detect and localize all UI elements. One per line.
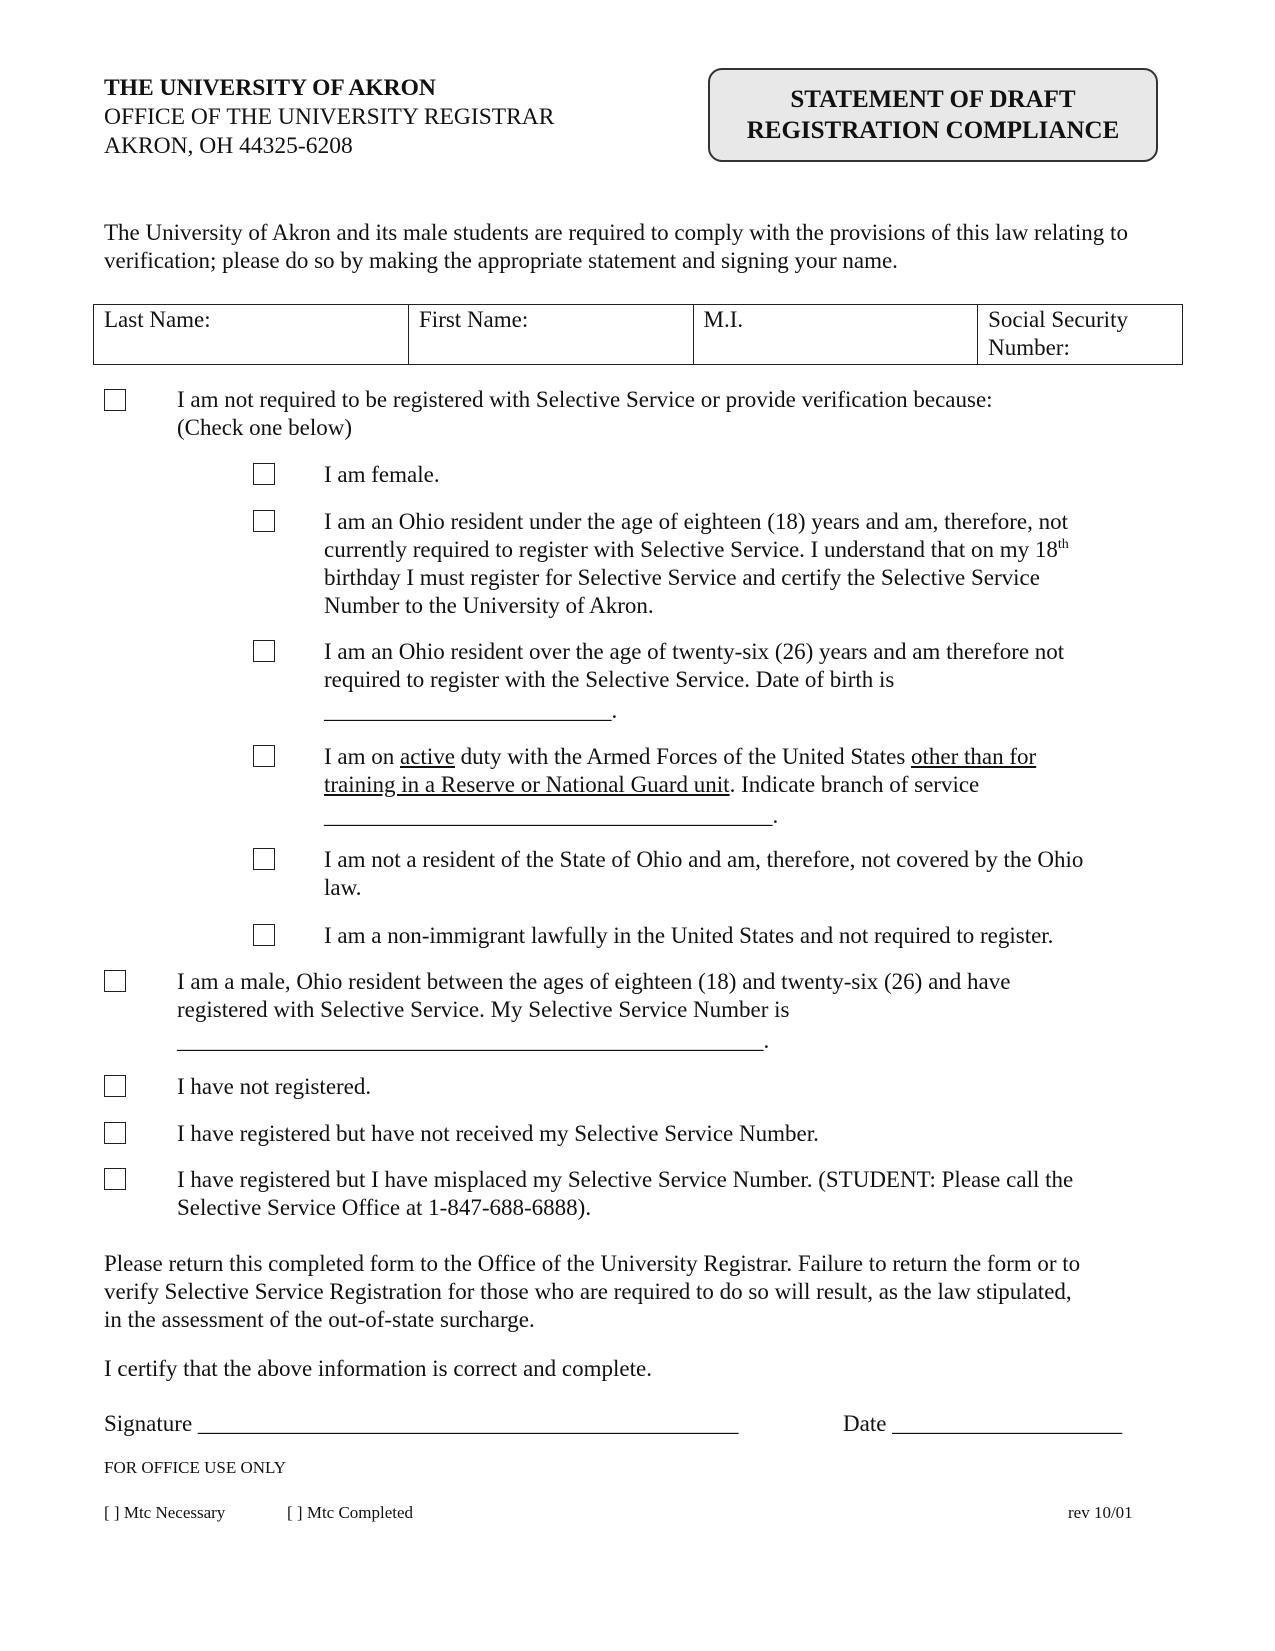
office-use-heading: FOR OFFICE USE ONLY: [104, 1458, 287, 1477]
active-duty-line1: [324, 743, 1036, 771]
ssn-label: Social Security Number:: [988, 307, 1128, 360]
under-18-line1: I am an Ohio resident under the age of eighteen (18) years and am, therefore, not: [324, 509, 1069, 534]
under-18-line2: [324, 536, 1069, 564]
not-required-statement: [177, 386, 993, 442]
non-resident-line1: I am not a resident of the State of Ohio and am, therefore, not covered by the Ohio: [324, 847, 1084, 872]
office-name: OFFICE OF THE UNIVERSITY REGISTRAR: [104, 104, 555, 130]
return-line1: Please return this completed form to the Office of the University Registrar. Failure to return the form or to: [104, 1251, 1081, 1276]
non-immigrant-checkbox[interactable]: [253, 924, 275, 946]
non-resident-statement: [324, 846, 1083, 902]
registered-statement: [177, 968, 1010, 1055]
mtc-completed-box: [ ] Mtc Completed: [287, 1503, 414, 1522]
revision-note: rev 10/01: [1068, 1503, 1133, 1522]
certification-statement: I certify that the above information is correct and complete.: [104, 1356, 652, 1381]
active-duty-checkbox[interactable]: [253, 745, 275, 767]
registered-checkbox[interactable]: [104, 970, 126, 992]
not-required-line2: (Check one below): [177, 415, 352, 440]
form-title-line1: STATEMENT OF DRAFT: [790, 86, 1076, 113]
return-instructions: [104, 1250, 1080, 1334]
office-address: AKRON, OH 44325-6208: [104, 133, 353, 159]
over-26-checkbox[interactable]: [253, 640, 275, 662]
not-registered-statement: I have not registered.: [177, 1074, 372, 1099]
under-18-checkbox[interactable]: [253, 510, 275, 532]
active-duty-statement: [324, 743, 1036, 830]
over-26-line1: I am an Ohio resident over the age of twenty-six (26) years and am therefore not: [324, 639, 1065, 664]
registrar-address-block: [104, 74, 554, 161]
under-18-line4: Number to the University of Akron.: [324, 593, 654, 618]
misplaced-number-checkbox[interactable]: [104, 1168, 126, 1190]
non-resident-checkbox[interactable]: [253, 848, 275, 870]
active-duty-text-a: I am on: [324, 744, 401, 769]
misplaced-line2: Selective Service Office at 1-847-688-6888).: [177, 1195, 592, 1220]
no-number-checkbox[interactable]: [104, 1122, 126, 1144]
under-18-line2-text: currently required to register with Selective Service. I understand that on my 18: [324, 537, 1058, 562]
middle-initial-label: M.I.: [703, 307, 744, 332]
return-line2: verify Selective Service Registration for those who are required to do so will result, as the law stipulated,: [104, 1279, 1072, 1304]
not-registered-checkbox[interactable]: [104, 1075, 126, 1097]
form-title-line2: REGISTRATION COMPLIANCE: [746, 117, 1120, 144]
female-checkbox[interactable]: [253, 463, 275, 485]
female-statement: I am female.: [324, 462, 440, 487]
last-name-label: Last Name:: [104, 307, 211, 332]
institution-name: THE UNIVERSITY OF AKRON: [104, 75, 436, 101]
first-name-field[interactable]: [409, 305, 694, 365]
misplaced-number-statement: [177, 1166, 1073, 1222]
last-name-field[interactable]: [94, 305, 409, 365]
signature-row: [104, 1410, 738, 1438]
selective-service-number-blank[interactable]: ___________________________________________________.: [177, 1028, 770, 1053]
date-row: [843, 1410, 1122, 1438]
misplaced-line1: I have registered but I have misplaced my Selective Service Number. (STUDENT: Please call the: [177, 1167, 1074, 1192]
active-duty-line2: [324, 771, 1036, 799]
date-line[interactable]: ____________________: [892, 1411, 1123, 1436]
middle-initial-field[interactable]: [693, 305, 978, 365]
not-required-line1: I am not required to be registered with Selective Service or provide verification because:: [177, 387, 993, 412]
non-resident-line2: law.: [324, 875, 362, 900]
active-duty-underlined-other: other than for: [911, 744, 1037, 769]
under-18-line3: birthday I must register for Selective Service and certify the Selective Service: [324, 565, 1040, 590]
not-required-checkbox[interactable]: [104, 389, 126, 411]
ssn-field[interactable]: [978, 305, 1183, 365]
intro-paragraph: The University of Akron and its male students are required to comply with the provisions of this law relating to verification; please do so by making the appropriate statement and signing your name.: [104, 220, 1128, 273]
active-duty-underlined-active: active: [400, 744, 455, 769]
first-name-label: First Name:: [419, 307, 529, 332]
over-26-line2: required to register with the Selective Service. Date of birth is: [324, 667, 895, 692]
active-duty-text-c: . Indicate branch of service: [729, 772, 980, 797]
under-18-statement: [324, 508, 1069, 620]
non-immigrant-statement: I am a non-immigrant lawfully in the United States and not required to register.: [324, 923, 1054, 948]
date-of-birth-blank[interactable]: _________________________.: [324, 698, 618, 723]
branch-of-service-blank[interactable]: _______________________________________.: [324, 803, 779, 828]
ordinal-suffix: th: [1057, 537, 1069, 552]
mtc-necessary-box: [ ] Mtc Necessary: [104, 1503, 226, 1522]
active-duty-text-b: duty with the Armed Forces of the United States: [454, 744, 912, 769]
signature-label: Signature: [104, 1411, 193, 1436]
form-title-box: [708, 68, 1158, 162]
active-duty-underlined-training: training in a Reserve or National Guard unit: [324, 772, 730, 797]
date-label: Date: [843, 1411, 887, 1436]
registered-line1: I am a male, Ohio resident between the ages of eighteen (18) and twenty-six (26) and have: [177, 969, 1011, 994]
student-name-table: [93, 304, 1183, 365]
registered-line2: registered with Selective Service. My Selective Service Number is: [177, 997, 790, 1022]
return-line3: in the assessment of the out-of-state surcharge.: [104, 1307, 535, 1332]
no-number-statement: I have registered but have not received my Selective Service Number.: [177, 1121, 819, 1146]
over-26-statement: [324, 638, 1064, 725]
signature-line[interactable]: _______________________________________________: [197, 1411, 739, 1436]
